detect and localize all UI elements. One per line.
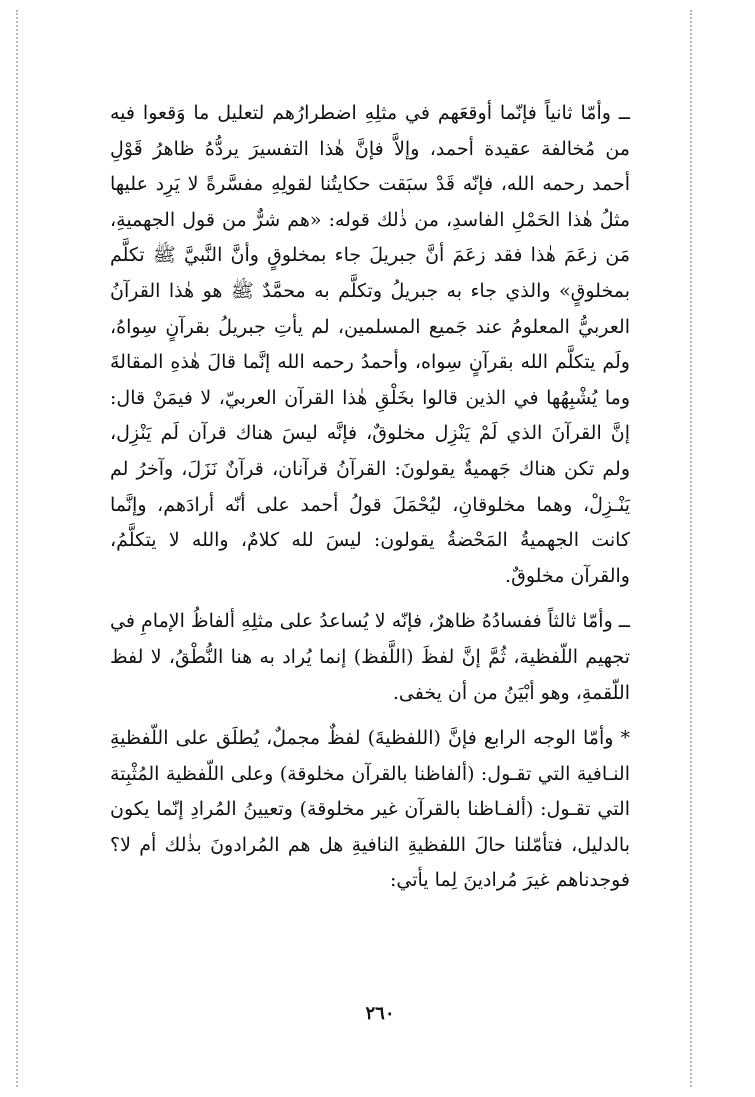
page-number: ٢٦٠ xyxy=(365,1003,395,1024)
paragraph-third-reason: ــ وأمّا ثالثاً ففسادُهُ ظاهرٌ، فإنّه لا يُساعدُ على مثلِهِ ألفاظُ الإمامِ في تجهيم اللّفظية، ثُمَّ إنَّ لفظَ (اللَّفظ) إنما يُراد به هنا النُّطْقُ، لا لفظ اللّقمةِ، وهو أبْيَنُ من أن يخفى. xyxy=(110,610,630,704)
paragraph-second-reason: ــ وأمّا ثانياً فإنّما أوقعَهم في مثلِهِ اضطرارُهم لتعليل ما وَقعوا فيه من مُخالفة عقيدة أحمد، وإلاَّ فإنَّ هٰذا التفسيرَ يردُّهُ ظاهرُ قَوْلِ أحمد رحمه الله، فإنّه قَدْ سبَقت حكايتُنا لقولِهِ مفسَّرةً لا يَرِد عليها مثلُ هٰذا الحَمْلِ الفاسدِ، من ذٰلك قوله: «هم شرٌّ من قول الجهميةِ، مَن زعَمَ هٰذا فقد زعَمَ أنَّ جبريلَ جاء بمخلوقٍ وأنَّ النَّبيَّ ﷺ تكلَّم بمخلوقٍ» والذي جاء به جبريلُ وتكلَّم به محمَّدٌ ﷺ هو هٰذا القرآنُ العربيُّ المعلومُ عند جَميع المسلمين، لم يأتِ جبريلُ بقرآنٍ سِواهُ، ولَم يتكلَّم الله بقرآنٍ سِواه، وأحمدُ رحمه الله إنَّما قالَ هٰذهِ المقالةَ وما يُشْبِهُها في الذين قالوا بخَلْقِ هٰذا القرآن العربيّ، لا فيمَنْ قال: إنَّ القرآنَ الذي لَمْ يَنْزِل مخلوقٌ، فإنَّه ليسَ هناك قرآن لَم يَنْزِل، ولم تكن هناك جَهميةٌ يقولونَ: القرآنُ قرآنان، قرآنٌ نَزَلَ، وآخرُ لم يَنْـزِلْ، وهما مخلوقانِ، ليُحْمَلَ قولُ أحمد على أنّه أرادَهم، وإنَّما كانت الجهميةُ المَحْضةُ يقولون: ليسَ لله كلامٌ، والله لا يتكلَّمُ، والقرآن مخلوقٌ. xyxy=(110,102,631,587)
page-body xyxy=(110,96,630,909)
left-margin-dotted-line xyxy=(16,10,18,1087)
paragraph-fourth-aspect: * وأمّا الوجه الرابع فإنَّ (اللفظيةَ) لفظٌ مجملٌ، يُطلَق على اللّفظيةِ النـافية التي تقـول: (ألفاظنا بالقرآن مخلوقة) وعلى اللّفظية المُثْبِتة التي تقـول: (ألفـاظنا بالقرآن غير مخلوقة) وتعيينُ المُرادِ إنّما يكون بالدليل، فتأمّلنا حالَ اللفظيةِ النافيةِ هل هم المُرادونَ بذٰلك أم لا؟ فوجدناهم غيرَ مُرادينَ لِما يأتي: xyxy=(110,727,630,892)
right-margin-dotted-line xyxy=(690,10,692,1087)
